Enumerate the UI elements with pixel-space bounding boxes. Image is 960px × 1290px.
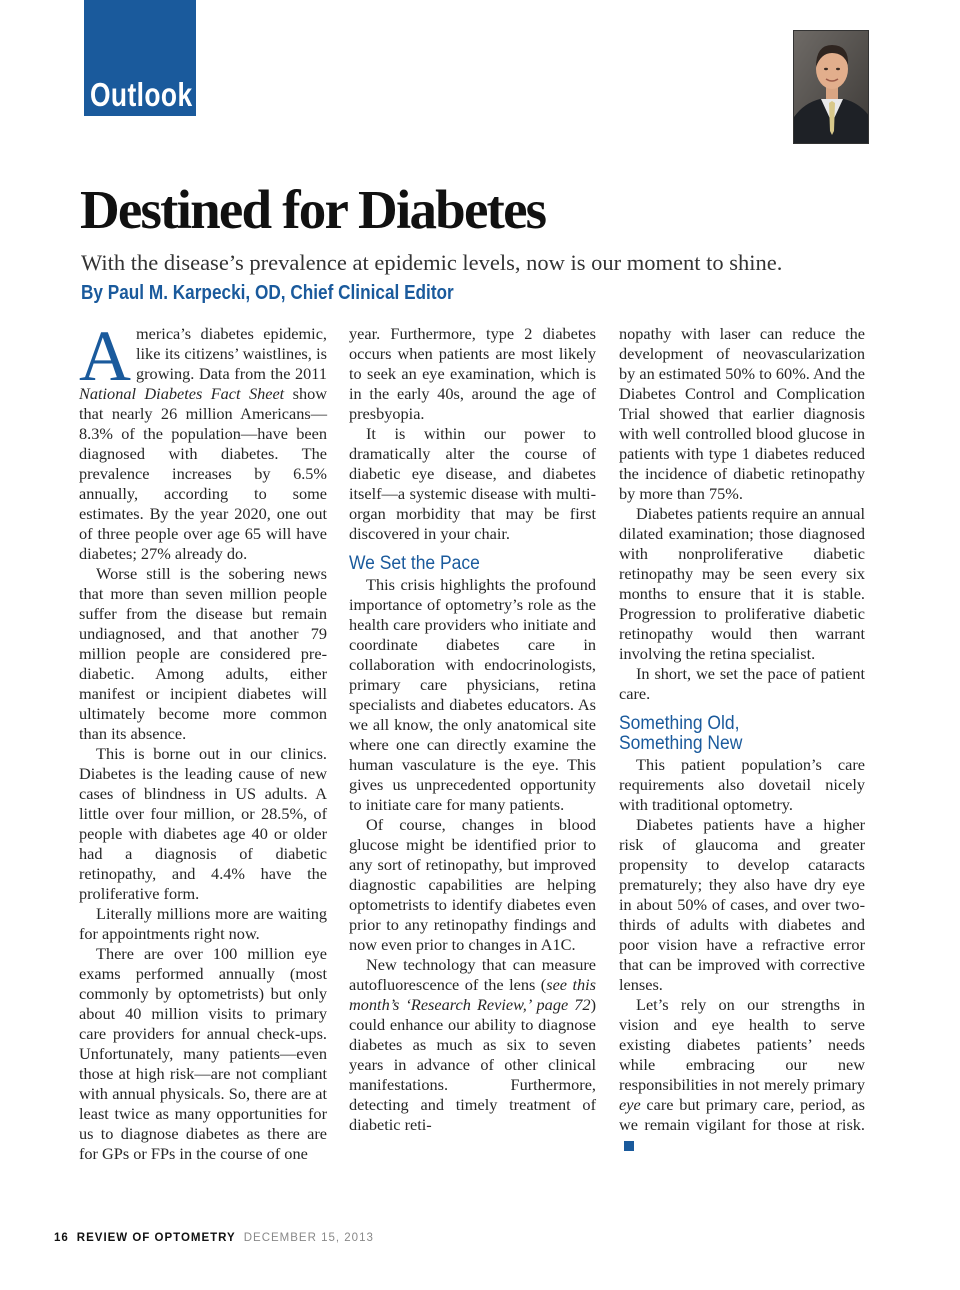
- drop-cap: A: [79, 316, 131, 396]
- paragraph-text: care but primary care, period, as we remain vigilant for those at risk.: [619, 1095, 865, 1134]
- paragraph: It is within our power to dramatically alter the course of diabetic eye disease, and diabetes itself—a systemic disease with multi-organ morbidity that may be first discovered in your chair.: [349, 424, 596, 543]
- paragraph: This is borne out in our clinics. Diabetes is the leading cause of new cases of blindness in US adults. A little over four million, or 28.5%, of people with diabetes age 40 or older had a diagnosis of diabetic retinopathy, and 4.4% have the proliferative form.: [79, 744, 327, 903]
- section-tab: [84, 0, 196, 116]
- cross-reference: see this month’s ‘Research Review,’ page 72: [349, 975, 597, 1014]
- article-byline: By Paul M. Karpecki, OD, Chief Clinical Editor: [81, 282, 454, 304]
- author-portrait-icon: [794, 31, 869, 144]
- column-2: [349, 324, 596, 1135]
- subheading: We Set the Pace: [349, 553, 480, 574]
- publication-name: REVIEW OF OPTOMETRY: [76, 1232, 236, 1244]
- section-label: Outlook: [90, 76, 193, 113]
- paragraph: Diabetes patients require an annual dilated examination; those diagnosed with nonproliferative diabetic retinopathy may be seen every six months to ensure that it is stable. Progression to proliferative diabetic retinopathy would then warrant involving the retina specialist.: [619, 504, 865, 663]
- column-1: [79, 316, 327, 1164]
- author-photo: [793, 30, 869, 144]
- page-footer: [54, 1232, 374, 1244]
- paragraph-text: Let’s rely on our strengths in vision and eye health to serve existing diabetes patients’ needs while embracing our new responsibilities in not merely primary: [619, 995, 865, 1094]
- paragraph: [619, 995, 865, 1155]
- publication-title: National Diabetes Fact Sheet: [79, 384, 285, 403]
- paragraph-text: merica’s diabetes epidemic, like its citizens’ waistlines, is growing. Data from the 2011: [136, 324, 327, 383]
- paragraph-text: ) could enhance our ability to diagnose diabetes as much as six to seven years in advance of other clinical manifestations. Furthermore, detecting and timely treatment of diabetic reti-: [349, 995, 596, 1134]
- paragraph: This crisis highlights the profound importance of optometry’s role as the health care providers who initiate and coordinate diabetes care in collaboration with endocrinologists, primary care physicians, retina specialists and diabetes educators. As we all know, the only anatomical site where one can directly examine the human vasculature is the eye. This gives us unprecedented opportunity to initiate care for many patients.: [349, 575, 596, 814]
- paragraph: Worse still is the sobering news that more than seven million people suffer from the disease but remain undiagnosed, and that another 79 million people are considered pre-diabetic. Among adults, either manifest or incipient diabetes will ultimately become more common than its absence.: [79, 564, 327, 743]
- paragraph: nopathy with laser can reduce the development of neovascularization by an estimated 50% to 60%. And the Diabetes Control and Complication Trial showed that earlier diagnosis with well controlled blood glucose in patients with type 1 diabetes reduced the incidence of diabetic retinopathy by more than 75%.: [619, 324, 865, 503]
- page-number: 16: [54, 1232, 69, 1244]
- article-deck: With the disease’s prevalence at epidemic levels, now is our moment to shine.: [81, 250, 783, 275]
- issue-date: DECEMBER 15, 2013: [243, 1232, 374, 1244]
- column-3: [619, 324, 865, 1155]
- paragraph-text: New technology that can measure autofluorescence of the lens (: [349, 955, 596, 994]
- end-mark-icon: [624, 1141, 634, 1151]
- paragraph: This patient population’s care requirements also dovetail nicely with traditional optometry.: [619, 755, 865, 814]
- paragraph: [349, 955, 596, 1135]
- emphasis: eye: [619, 1095, 641, 1114]
- subheading-line: Something New: [619, 733, 743, 754]
- article-title: Destined for Diabetes: [80, 179, 546, 240]
- subheading: [619, 714, 845, 754]
- paragraph: Literally millions more are waiting for appointments right now.: [79, 904, 327, 943]
- paragraph-text: show that nearly 26 million Americans—8.3% of the population—have been diagnosed with diabetes. The prevalence increases by 6.5% annually, according to some estimates. By the year 2020, one out of three people over age 65 will have diabetes; 27% already do.: [79, 384, 327, 563]
- paragraph: year. Furthermore, type 2 diabetes occurs when patients are most likely to seek an eye examination, which is in the early 40s, around the age of presbyopia.: [349, 324, 596, 423]
- paragraph: Diabetes patients have a higher risk of glaucoma and greater propensity to develop cataracts prematurely; they also have dry eye in about 50% of cases, and over two-thirds of adults with diabetes and poor vision have a refractive error that can be improved with corrective lenses.: [619, 815, 865, 994]
- paragraph: There are over 100 million eye exams performed annually (most commonly by optometrists) but only about 40 million visits to primary care providers for annual check-ups. Unfortunately, many patients—even those at high risk—are not compliant with annual physicals. So, there are at least twice as many opportunities for us to diagnose diabetes as there are for GPs or FPs in the course of one: [79, 944, 327, 1163]
- paragraph: [79, 316, 327, 564]
- subheading-line: Something Old,: [619, 713, 740, 734]
- paragraph: Of course, changes in blood glucose might be identified prior to any sort of retinopathy, but improved diagnostic capabilities are helping optometrists to identify diabetes even prior to any retinopathy findings and now even prior to changes in A1C.: [349, 815, 596, 954]
- paragraph: In short, we set the pace of patient care.: [619, 664, 865, 703]
